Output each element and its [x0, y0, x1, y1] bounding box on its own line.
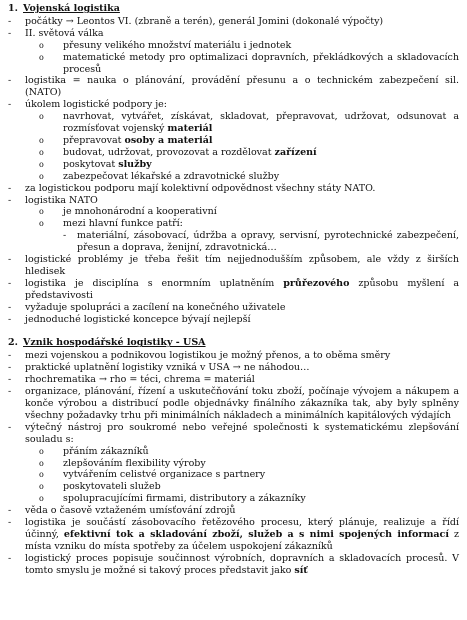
section-1-title: Vojenská logistika	[23, 3, 120, 14]
subsublist-item: - materiální, zásobovací, údržba a opravy, servisní, pyrotechnické zabezpečení, přesun a doprava, ženijní, zdravotnická…	[63, 230, 459, 254]
sublist-item: o je mnohonárodní a kooperativní	[39, 206, 217, 218]
list-item: - logistika = nauka o plánování, provádění přesunu a o technickém zabezpečení sil. (NATO)	[8, 75, 459, 99]
list-item: - II. světová válka	[8, 27, 104, 39]
list-item: - úkolem logistické podpory je:	[8, 99, 167, 111]
sublist	[25, 40, 459, 76]
list-item: - logistika je součástí zásobovacího řetězového procesu, který plánuje, realizuje a řídí účinný, efektivní tok a skladování zboží, služeb a s nimi spojených informací z místa vzniku do místa spotřeby za účelem uspokojení zákazníků	[8, 517, 460, 552]
section-2-number: 2.	[8, 337, 18, 349]
sublist	[25, 206, 459, 230]
section-2-title: Vznik hospodářské logistiky - USA	[23, 337, 206, 349]
sublist-item: o přepravovat osoby a materiál	[39, 134, 213, 146]
sublist-item: o zabezpečovat lékařské a zdravotnické služby	[39, 170, 280, 182]
sublist-item: o přesuny velikého množství materiálu i jednotek	[39, 39, 292, 51]
section-1-list	[8, 16, 459, 40]
list-item: - počátky → Leontos VI. (zbraně a terén), generál Jomini (dokonalé výpočty)	[8, 15, 384, 27]
list-item: - organizace, plánování, řízení a uskutečňování toku zboží, počínaje vývojem a nákupem a konče výrobou a distribucí podle objednávky finálního zákazníka tak, aby byly splněny všechny požadavky trhu při minimálních nákladech a minimálních kapitálových výdajích	[8, 386, 459, 421]
sublist-item: o přáním zákazníků	[39, 445, 149, 457]
sublist-item: o spolupracujícími firmami, distributory a zákazníky	[39, 493, 306, 505]
sublist-item: o vytvářením celistvé organizace s partnery	[39, 469, 266, 481]
section-2-heading	[8, 337, 459, 349]
list-item: - jednoduché logistické koncepce bývají nejlepší	[8, 313, 251, 325]
list-item: - výtečný nástroj pro soukromé nebo veřejné společnosti k systematickému zlepšování souladu s:	[8, 421, 459, 445]
sublist	[25, 111, 459, 182]
sublist-item: o zlepšováním flexibility výroby	[39, 457, 206, 469]
list-item: - praktické uplatnění logistiky vzniká v USA → ne náhodou…	[8, 362, 310, 374]
sublist-item: o mezi hlavní funkce patří:	[39, 218, 183, 230]
section-1-heading	[8, 3, 459, 15]
sublist-item: o budovat, udržovat, provozovat a rozdělovat zařízení	[39, 146, 317, 158]
section-1-number: 1.	[8, 3, 18, 14]
list-item: - věda o časově vztaženém umísťování zdrojů	[8, 505, 236, 517]
list-item: - za logistickou podporu mají kolektivní odpovědnost všechny státy NATO.	[8, 182, 376, 194]
list-item: - logistika NATO	[8, 194, 98, 206]
list-item: - logistika je disciplína s enormním uplatněním průřezového způsobu myšlení a představivosti	[8, 277, 459, 301]
section-2-list	[8, 350, 459, 445]
list-item: - vyžaduje spolupráci a zacílení na konečného uživatele	[8, 301, 286, 313]
list-item: - mezi vojenskou a podnikovou logistikou je možný přenos, a to oběma směry	[8, 350, 391, 362]
sublist-item: o poskytovateli služeb	[39, 481, 161, 493]
list-item: - logistický proces popisuje součinnost výrobních, dopravních a skladovacích procesů. V tomto smyslu je možné si takový proces představit jako síť	[8, 552, 459, 576]
sublist-item: o matematické metody pro optimalizaci dopravních, překládkových a skladovacích procesů	[39, 51, 459, 75]
sublist-item: o navrhovat, vytvářet, získávat, skladovat, přepravovat, udržovat, odsunovat a rozmísťovat vojenský materiál	[39, 111, 459, 135]
list-item: - rhochrematika → rho = téci, chrema = materiál	[8, 374, 255, 386]
sublist	[25, 446, 459, 506]
sublist-item: o poskytovat služby	[39, 158, 152, 170]
list-item: - logistické problémy je třeba řešit tím nejjednodušším způsobem, ale vždy z širších hledisek	[8, 254, 459, 277]
subsublist	[63, 230, 459, 254]
